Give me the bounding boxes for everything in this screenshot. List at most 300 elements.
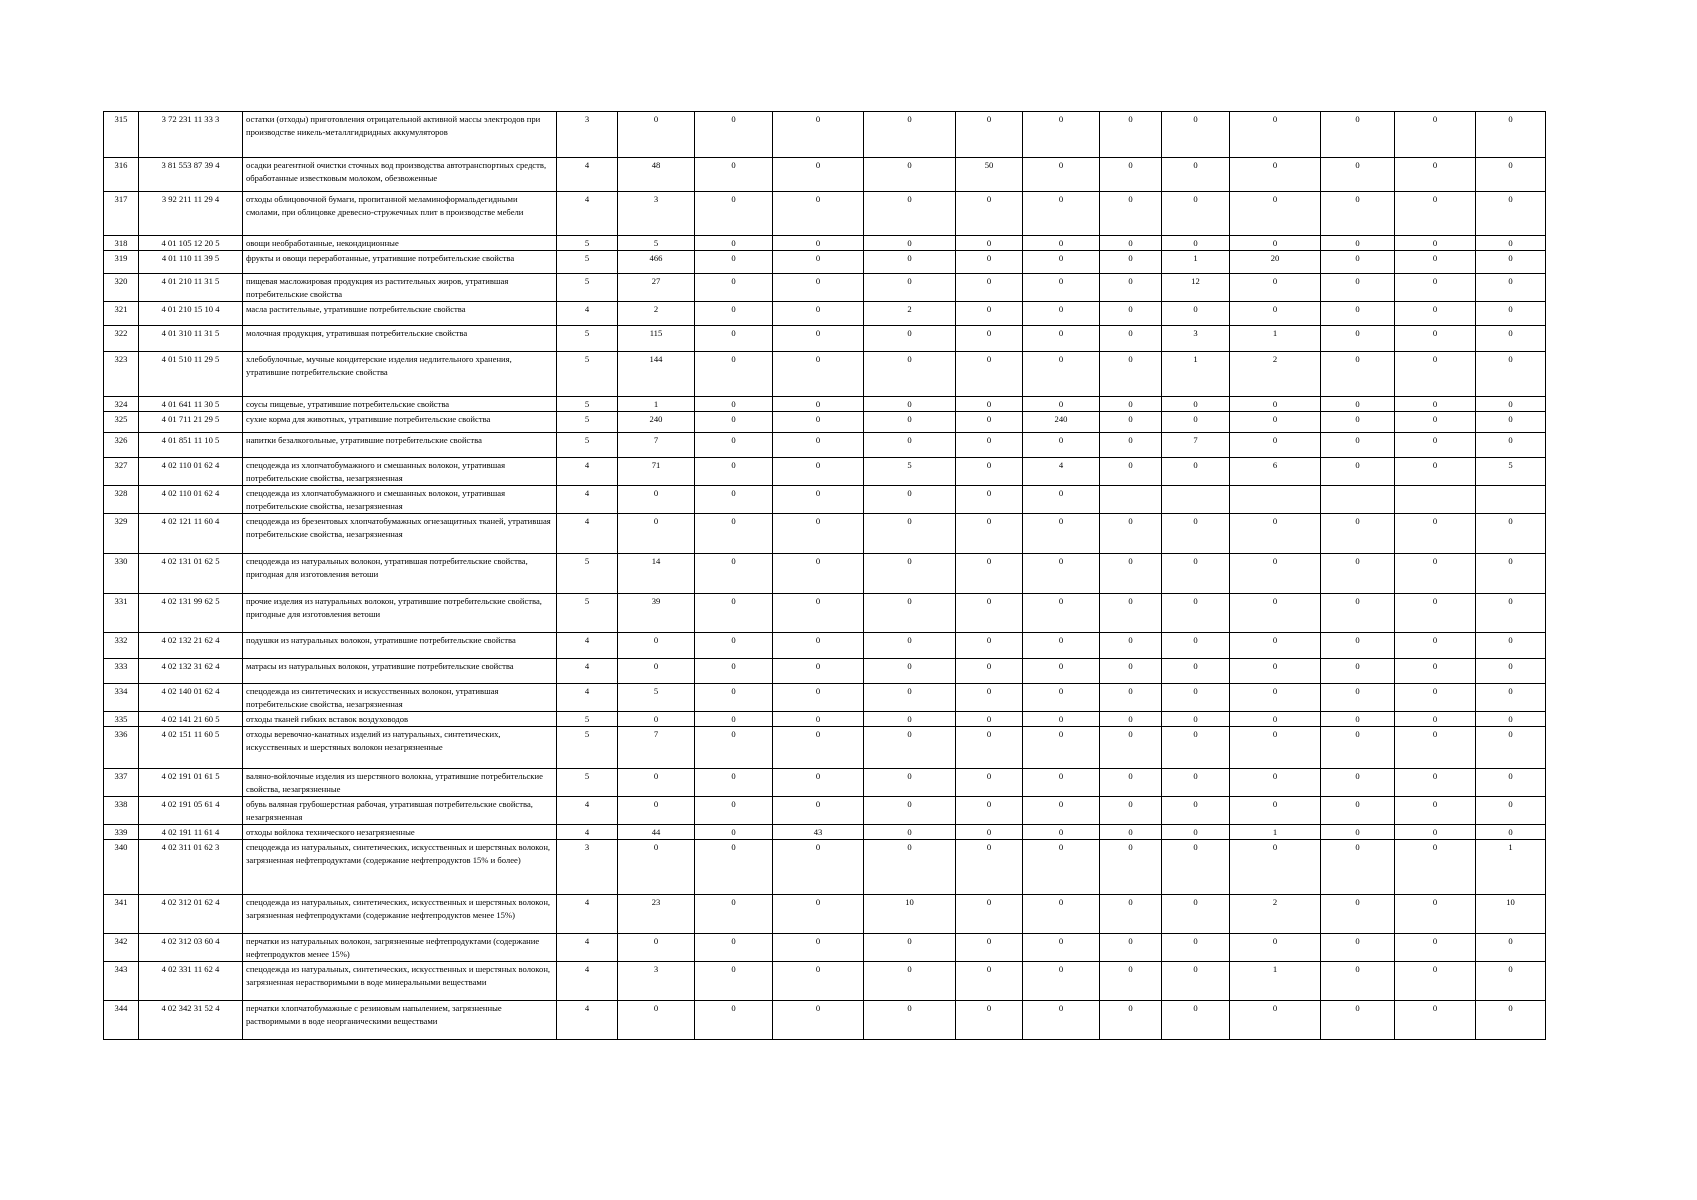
value-cell: 0 (1321, 112, 1395, 158)
value-cell: 0 (1230, 684, 1321, 712)
value-cell: 0 (773, 274, 864, 302)
value-cell: 23 (618, 895, 695, 934)
value-cell: 0 (864, 412, 956, 433)
table-row (104, 684, 1546, 712)
value-cell: 0 (695, 684, 773, 712)
value-cell: 0 (1162, 236, 1230, 251)
value-cell: 0 (864, 251, 956, 274)
hazard-class-cell: 5 (557, 433, 618, 458)
value-cell: 39 (618, 594, 695, 633)
value-cell: 0 (1230, 112, 1321, 158)
hazard-class-cell: 4 (557, 486, 618, 514)
waste-name-cell: спецодежда из хлопчатобумажного и смешанных волокон, утратившая потребительские свойства, незагрязненная (243, 486, 557, 514)
hazard-class-cell: 4 (557, 458, 618, 486)
value-cell: 43 (773, 825, 864, 840)
value-cell: 0 (773, 554, 864, 594)
value-cell (1395, 486, 1476, 514)
value-cell: 0 (864, 712, 956, 727)
value-cell: 0 (1023, 302, 1100, 326)
fkko-code-cell: 3 92 211 11 29 4 (139, 192, 243, 236)
row-number-cell: 320 (104, 274, 139, 302)
value-cell: 0 (1321, 302, 1395, 326)
value-cell: 0 (1395, 458, 1476, 486)
value-cell: 0 (1395, 112, 1476, 158)
value-cell: 0 (1321, 251, 1395, 274)
value-cell: 0 (864, 158, 956, 192)
table-row (104, 633, 1546, 659)
value-cell: 0 (695, 236, 773, 251)
value-cell: 0 (1162, 158, 1230, 192)
hazard-class-cell: 5 (557, 594, 618, 633)
value-cell: 0 (956, 895, 1023, 934)
value-cell: 0 (695, 659, 773, 684)
value-cell: 0 (1321, 825, 1395, 840)
waste-name-cell: масла растительные, утратившие потребительские свойства (243, 302, 557, 326)
value-cell: 0 (1395, 554, 1476, 594)
value-cell: 0 (1162, 514, 1230, 554)
fkko-code-cell: 4 02 132 31 62 4 (139, 659, 243, 684)
value-cell: 0 (956, 112, 1023, 158)
fkko-code-cell: 4 02 312 01 62 4 (139, 895, 243, 934)
value-cell: 0 (1023, 633, 1100, 659)
fkko-code-cell: 4 01 310 11 31 5 (139, 326, 243, 352)
table-row (104, 412, 1546, 433)
value-cell: 0 (1321, 1001, 1395, 1040)
value-cell: 0 (1100, 192, 1162, 236)
row-number-cell: 325 (104, 412, 139, 433)
value-cell: 0 (1395, 352, 1476, 397)
value-cell: 0 (695, 727, 773, 769)
value-cell: 0 (695, 769, 773, 797)
hazard-class-cell: 4 (557, 1001, 618, 1040)
waste-name-cell: остатки (отходы) приготовления отрицательной активной массы электродов при производстве никель-металлгидридных аккумуляторов (243, 112, 557, 158)
value-cell: 0 (956, 1001, 1023, 1040)
table-row (104, 192, 1546, 236)
value-cell: 0 (864, 274, 956, 302)
value-cell: 0 (1395, 633, 1476, 659)
value-cell: 0 (773, 934, 864, 962)
value-cell: 1 (618, 397, 695, 412)
value-cell: 0 (1476, 236, 1546, 251)
value-cell: 0 (1100, 514, 1162, 554)
value-cell: 0 (1100, 397, 1162, 412)
fkko-code-cell: 3 72 231 11 33 3 (139, 112, 243, 158)
value-cell: 0 (1162, 962, 1230, 1001)
value-cell: 0 (864, 633, 956, 659)
table-row (104, 302, 1546, 326)
value-cell: 0 (1100, 251, 1162, 274)
row-number-cell: 322 (104, 326, 139, 352)
value-cell: 0 (1321, 192, 1395, 236)
row-number-cell: 327 (104, 458, 139, 486)
fkko-code-cell: 4 02 191 05 61 4 (139, 797, 243, 825)
table-row (104, 769, 1546, 797)
hazard-class-cell: 5 (557, 352, 618, 397)
value-cell: 0 (1230, 302, 1321, 326)
value-cell: 0 (1321, 840, 1395, 895)
value-cell: 0 (695, 633, 773, 659)
value-cell: 0 (1321, 554, 1395, 594)
value-cell: 0 (1023, 433, 1100, 458)
fkko-code-cell: 4 01 105 12 20 5 (139, 236, 243, 251)
value-cell: 0 (956, 251, 1023, 274)
table-row (104, 934, 1546, 962)
value-cell: 0 (1476, 962, 1546, 1001)
hazard-class-cell: 4 (557, 514, 618, 554)
value-cell: 0 (1476, 633, 1546, 659)
waste-name-cell: матрасы из натуральных волокон, утратившие потребительские свойства (243, 659, 557, 684)
value-cell: 0 (1230, 769, 1321, 797)
value-cell: 0 (773, 302, 864, 326)
table-row (104, 659, 1546, 684)
waste-name-cell: отходы тканей гибких вставок воздуховодов (243, 712, 557, 727)
value-cell: 0 (864, 594, 956, 633)
value-cell: 0 (956, 192, 1023, 236)
row-number-cell: 315 (104, 112, 139, 158)
value-cell: 0 (695, 1001, 773, 1040)
fkko-code-cell: 4 02 312 03 60 4 (139, 934, 243, 962)
value-cell: 0 (773, 797, 864, 825)
hazard-class-cell: 5 (557, 412, 618, 433)
value-cell: 0 (1476, 397, 1546, 412)
hazard-class-cell: 5 (557, 554, 618, 594)
table-row (104, 158, 1546, 192)
value-cell: 0 (1230, 797, 1321, 825)
value-cell: 0 (1395, 797, 1476, 825)
table-row (104, 554, 1546, 594)
value-cell: 0 (695, 302, 773, 326)
table-row (104, 486, 1546, 514)
value-cell: 0 (1100, 158, 1162, 192)
row-number-cell: 329 (104, 514, 139, 554)
value-cell (1162, 486, 1230, 514)
waste-name-cell: напитки безалкогольные, утратившие потребительские свойства (243, 433, 557, 458)
value-cell: 0 (1321, 458, 1395, 486)
value-cell: 1 (1476, 840, 1546, 895)
value-cell: 0 (1023, 659, 1100, 684)
table-row (104, 251, 1546, 274)
value-cell: 0 (864, 433, 956, 458)
value-cell: 0 (1023, 684, 1100, 712)
value-cell: 2 (864, 302, 956, 326)
value-cell: 0 (1476, 825, 1546, 840)
value-cell: 27 (618, 274, 695, 302)
value-cell: 0 (956, 684, 1023, 712)
waste-name-cell: отходы веревочно-канатных изделий из натуральных, синтетических, искусственных и шерстяных волокон незагрязненные (243, 727, 557, 769)
value-cell: 1 (1230, 962, 1321, 1001)
value-cell: 0 (1321, 274, 1395, 302)
value-cell: 0 (1395, 727, 1476, 769)
value-cell: 0 (695, 797, 773, 825)
value-cell: 0 (1023, 825, 1100, 840)
value-cell: 0 (1321, 633, 1395, 659)
hazard-class-cell: 5 (557, 397, 618, 412)
row-number-cell: 340 (104, 840, 139, 895)
value-cell: 0 (695, 962, 773, 1001)
value-cell: 0 (773, 659, 864, 684)
value-cell: 0 (956, 934, 1023, 962)
value-cell: 0 (1162, 633, 1230, 659)
fkko-code-cell: 4 01 711 21 29 5 (139, 412, 243, 433)
value-cell: 0 (1395, 412, 1476, 433)
value-cell: 0 (1162, 727, 1230, 769)
value-cell: 0 (956, 352, 1023, 397)
value-cell: 71 (618, 458, 695, 486)
value-cell: 0 (618, 797, 695, 825)
value-cell: 0 (1395, 1001, 1476, 1040)
value-cell: 0 (1230, 840, 1321, 895)
hazard-class-cell: 4 (557, 895, 618, 934)
value-cell: 5 (864, 458, 956, 486)
fkko-code-cell: 4 01 210 11 31 5 (139, 274, 243, 302)
waste-name-cell: отходы облицовочной бумаги, пропитанной меламиноформальдегидными смолами, при облицовке древесно-стружечных плит в производстве мебели (243, 192, 557, 236)
value-cell: 0 (1476, 192, 1546, 236)
value-cell: 0 (1162, 895, 1230, 934)
value-cell: 0 (956, 433, 1023, 458)
value-cell: 0 (695, 895, 773, 934)
value-cell: 0 (1023, 251, 1100, 274)
row-number-cell: 331 (104, 594, 139, 633)
hazard-class-cell: 5 (557, 769, 618, 797)
value-cell: 0 (1230, 397, 1321, 412)
value-cell: 0 (695, 594, 773, 633)
value-cell: 0 (773, 236, 864, 251)
value-cell: 0 (1230, 712, 1321, 727)
waste-name-cell: спецодежда из синтетических и искусственных волокон, утратившая потребительские свойства, незагрязненная (243, 684, 557, 712)
value-cell: 0 (1476, 797, 1546, 825)
value-cell: 0 (1100, 458, 1162, 486)
value-cell: 0 (695, 825, 773, 840)
value-cell: 0 (695, 433, 773, 458)
value-cell: 0 (1395, 684, 1476, 712)
value-cell: 14 (618, 554, 695, 594)
value-cell: 4 (1023, 458, 1100, 486)
value-cell: 0 (1162, 659, 1230, 684)
value-cell: 0 (1100, 302, 1162, 326)
value-cell: 0 (1230, 158, 1321, 192)
value-cell: 0 (1023, 274, 1100, 302)
value-cell: 0 (1100, 236, 1162, 251)
value-cell: 0 (864, 684, 956, 712)
table-row (104, 712, 1546, 727)
value-cell: 0 (1476, 112, 1546, 158)
value-cell: 0 (1321, 514, 1395, 554)
row-number-cell: 344 (104, 1001, 139, 1040)
value-cell: 50 (956, 158, 1023, 192)
value-cell: 0 (773, 727, 864, 769)
value-cell: 0 (1230, 594, 1321, 633)
value-cell: 10 (1476, 895, 1546, 934)
value-cell: 0 (956, 326, 1023, 352)
value-cell: 5 (618, 684, 695, 712)
value-cell (1321, 486, 1395, 514)
hazard-class-cell: 4 (557, 825, 618, 840)
table-row (104, 895, 1546, 934)
value-cell: 0 (1395, 825, 1476, 840)
value-cell: 0 (1100, 840, 1162, 895)
value-cell: 0 (864, 797, 956, 825)
value-cell: 3 (1162, 326, 1230, 352)
waste-name-cell: соусы пищевые, утратившие потребительские свойства (243, 397, 557, 412)
value-cell: 0 (956, 412, 1023, 433)
value-cell: 144 (618, 352, 695, 397)
table-row (104, 514, 1546, 554)
value-cell: 0 (956, 840, 1023, 895)
fkko-code-cell: 4 02 131 99 62 5 (139, 594, 243, 633)
waste-name-cell: молочная продукция, утратившая потребительские свойства (243, 326, 557, 352)
hazard-class-cell: 3 (557, 112, 618, 158)
value-cell: 0 (1321, 236, 1395, 251)
value-cell: 0 (695, 251, 773, 274)
value-cell: 0 (1230, 514, 1321, 554)
waste-name-cell: валяно-войлочные изделия из шерстяного волокна, утратившие потребительские свойства, незагрязненные (243, 769, 557, 797)
waste-name-cell: фрукты и овощи переработанные, утратившие потребительские свойства (243, 251, 557, 274)
fkko-code-cell: 4 02 140 01 62 4 (139, 684, 243, 712)
fkko-code-cell: 4 02 110 01 62 4 (139, 486, 243, 514)
value-cell: 0 (1321, 433, 1395, 458)
value-cell: 0 (1100, 352, 1162, 397)
value-cell: 0 (956, 274, 1023, 302)
value-cell: 0 (773, 712, 864, 727)
value-cell: 0 (1162, 684, 1230, 712)
value-cell (1476, 486, 1546, 514)
hazard-class-cell: 5 (557, 727, 618, 769)
value-cell: 0 (1230, 433, 1321, 458)
value-cell: 0 (1321, 962, 1395, 1001)
value-cell: 0 (618, 633, 695, 659)
value-cell: 0 (773, 433, 864, 458)
value-cell: 0 (1395, 962, 1476, 1001)
hazard-class-cell: 4 (557, 684, 618, 712)
row-number-cell: 316 (104, 158, 139, 192)
value-cell: 0 (618, 712, 695, 727)
fkko-code-cell: 4 02 141 21 60 5 (139, 712, 243, 727)
hazard-class-cell: 4 (557, 158, 618, 192)
value-cell: 1 (1162, 251, 1230, 274)
value-cell: 0 (956, 594, 1023, 633)
value-cell: 0 (864, 659, 956, 684)
value-cell: 0 (1395, 712, 1476, 727)
hazard-class-cell: 4 (557, 659, 618, 684)
value-cell: 0 (773, 458, 864, 486)
value-cell: 3 (618, 192, 695, 236)
value-cell: 0 (956, 825, 1023, 840)
table-row (104, 797, 1546, 825)
value-cell: 0 (1476, 433, 1546, 458)
value-cell: 0 (1162, 1001, 1230, 1040)
value-cell: 0 (1395, 840, 1476, 895)
value-cell: 0 (1476, 514, 1546, 554)
value-cell: 7 (618, 433, 695, 458)
value-cell: 0 (695, 934, 773, 962)
fkko-code-cell: 4 01 210 15 10 4 (139, 302, 243, 326)
fkko-code-cell: 4 01 641 11 30 5 (139, 397, 243, 412)
row-number-cell: 318 (104, 236, 139, 251)
value-cell: 0 (1476, 274, 1546, 302)
value-cell: 5 (618, 236, 695, 251)
value-cell: 0 (1230, 659, 1321, 684)
value-cell: 0 (1162, 554, 1230, 594)
row-number-cell: 319 (104, 251, 139, 274)
row-number-cell: 328 (104, 486, 139, 514)
row-number-cell: 330 (104, 554, 139, 594)
table-row (104, 825, 1546, 840)
row-number-cell: 339 (104, 825, 139, 840)
value-cell: 0 (1162, 825, 1230, 840)
value-cell: 0 (1395, 433, 1476, 458)
waste-name-cell: спецодежда из натуральных, синтетических, искусственных и шерстяных волокон, загрязненная нерастворимыми в воде минеральными веществами (243, 962, 557, 1001)
row-number-cell: 336 (104, 727, 139, 769)
value-cell: 0 (956, 486, 1023, 514)
value-cell: 0 (1395, 326, 1476, 352)
table-row (104, 1001, 1546, 1040)
value-cell: 115 (618, 326, 695, 352)
value-cell: 0 (695, 554, 773, 594)
fkko-code-cell: 3 81 553 87 39 4 (139, 158, 243, 192)
fkko-code-cell: 4 02 132 21 62 4 (139, 633, 243, 659)
value-cell: 0 (1321, 769, 1395, 797)
value-cell: 0 (1395, 192, 1476, 236)
value-cell: 0 (956, 554, 1023, 594)
value-cell: 0 (1476, 326, 1546, 352)
value-cell: 0 (1476, 594, 1546, 633)
value-cell (1230, 486, 1321, 514)
value-cell: 0 (773, 840, 864, 895)
value-cell: 0 (695, 412, 773, 433)
value-cell: 0 (1023, 594, 1100, 633)
value-cell: 0 (695, 112, 773, 158)
table-row (104, 236, 1546, 251)
value-cell: 0 (1100, 797, 1162, 825)
value-cell: 0 (1476, 934, 1546, 962)
row-number-cell: 342 (104, 934, 139, 962)
value-cell: 1 (1230, 326, 1321, 352)
hazard-class-cell: 5 (557, 712, 618, 727)
row-number-cell: 337 (104, 769, 139, 797)
value-cell: 0 (1023, 486, 1100, 514)
value-cell: 0 (773, 251, 864, 274)
value-cell: 0 (773, 1001, 864, 1040)
row-number-cell: 333 (104, 659, 139, 684)
value-cell: 0 (1321, 412, 1395, 433)
value-cell: 0 (773, 594, 864, 633)
value-cell: 0 (695, 158, 773, 192)
fkko-code-cell: 4 01 110 11 39 5 (139, 251, 243, 274)
value-cell: 0 (956, 397, 1023, 412)
value-cell: 0 (956, 236, 1023, 251)
value-cell: 0 (1023, 962, 1100, 1001)
waste-name-cell: спецодежда из хлопчатобумажного и смешанных волокон, утратившая потребительские свойства, незагрязненная (243, 458, 557, 486)
value-cell: 0 (1100, 825, 1162, 840)
value-cell: 1 (1230, 825, 1321, 840)
value-cell: 0 (773, 684, 864, 712)
value-cell: 0 (1476, 659, 1546, 684)
hazard-class-cell: 5 (557, 236, 618, 251)
table-row (104, 274, 1546, 302)
value-cell: 0 (1162, 397, 1230, 412)
row-number-cell: 332 (104, 633, 139, 659)
table-row (104, 326, 1546, 352)
value-cell: 0 (1023, 769, 1100, 797)
value-cell: 0 (695, 514, 773, 554)
value-cell: 0 (1395, 769, 1476, 797)
value-cell: 0 (1162, 412, 1230, 433)
table-row (104, 727, 1546, 769)
value-cell: 0 (1230, 934, 1321, 962)
value-cell: 0 (1230, 236, 1321, 251)
waste-name-cell: спецодежда из натуральных волокон, утратившая потребительские свойства, пригодная для изготовления ветоши (243, 554, 557, 594)
value-cell: 0 (1395, 274, 1476, 302)
